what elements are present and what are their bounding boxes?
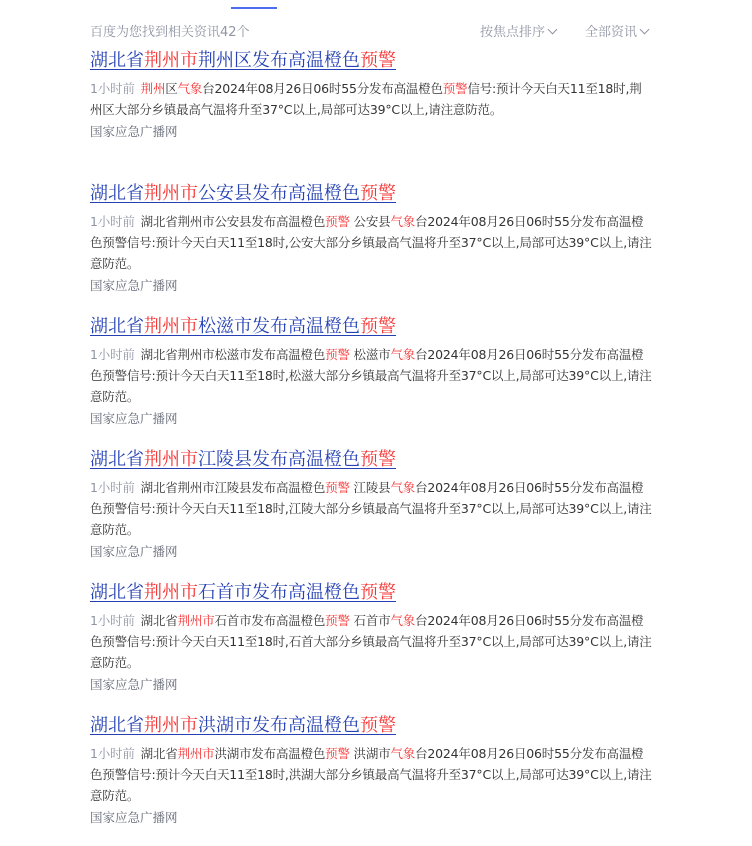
highlight-term: 气象 xyxy=(390,746,416,761)
result-title-link[interactable] xyxy=(90,48,652,74)
result-count: 百度为您找到相关资讯42个 xyxy=(90,25,250,40)
result-time: 1小时前 xyxy=(90,81,135,96)
chevron-down-icon xyxy=(548,25,558,35)
result-source[interactable]: 国家应急广播网 xyxy=(90,278,178,293)
text-segment: 信号:预计今天白天11至18时,荆州区大部分乡镇最高气温将升至37°C以上,局部可达39°C以上,请注意防范。 xyxy=(90,81,642,117)
text-segment: 洪湖市发布高温橙色 xyxy=(214,746,326,761)
highlight-term: 预警 xyxy=(360,316,396,337)
highlight-term: 荆州市 xyxy=(144,50,198,71)
highlight-term: 预警 xyxy=(325,613,350,628)
text-segment: 荆州区发布高温橙色 xyxy=(198,50,360,71)
text-segment: 台2024年08月26日06时55分发布高温橙色预警信号:预计今天白天11至18时,洪湖大部分乡镇最高气温将升至37°C以上,局部可达39°C以上,请注意防范。 xyxy=(90,746,652,803)
text-segment: 台2024年08月26日06时55分发布高温橙色预警信号:预计今天白天11至18时,石首大部分乡镇最高气温将升至37°C以上,局部可达39°C以上,请注意防范。 xyxy=(90,613,652,670)
result-time: 1小时前 xyxy=(90,613,135,628)
text-segment: 石首市发布高温橙色 xyxy=(214,613,326,628)
result-abstract xyxy=(90,743,652,806)
text-segment: 台2024年08月26日06时55分发布高温橙色 xyxy=(202,81,443,96)
result-source[interactable]: 国家应急广播网 xyxy=(90,677,178,692)
sort-dropdown[interactable] xyxy=(480,21,556,40)
filter-dropdown[interactable] xyxy=(585,21,648,40)
text-segment: 松滋市 xyxy=(349,347,391,362)
filter-label: 全部资讯 xyxy=(585,25,638,40)
highlight-term: 荆州市 xyxy=(144,316,198,337)
result-source[interactable]: 国家应急广播网 xyxy=(90,411,178,426)
active-tab-indicator xyxy=(231,7,277,9)
highlight-term: 预警 xyxy=(325,746,350,761)
highlight-term: 气象 xyxy=(390,347,416,362)
highlight-term: 预警 xyxy=(325,347,350,362)
sort-label: 按焦点排序 xyxy=(480,25,546,40)
highlight-term: 荆州市 xyxy=(177,613,215,628)
results-list xyxy=(90,48,652,846)
highlight-term: 预警 xyxy=(360,449,396,470)
result-item xyxy=(90,447,652,580)
result-source[interactable]: 国家应急广播网 xyxy=(90,124,178,139)
highlight-term: 预警 xyxy=(360,715,396,736)
text-segment: 湖北省 xyxy=(140,746,178,761)
text-segment: 湖北省 xyxy=(90,50,144,71)
highlight-term: 荆州 xyxy=(140,81,166,96)
text-segment: 区 xyxy=(165,81,178,96)
result-time: 1小时前 xyxy=(90,746,135,761)
text-segment: 湖北省荆州市松滋市发布高温橙色 xyxy=(140,347,326,362)
text-segment: 公安县 xyxy=(349,214,391,229)
highlight-term: 荆州市 xyxy=(144,715,198,736)
result-title-link[interactable] xyxy=(90,181,652,207)
result-item xyxy=(90,314,652,447)
result-source[interactable]: 国家应急广播网 xyxy=(90,810,178,825)
result-item xyxy=(90,48,652,181)
text-segment: 台2024年08月26日06时55分发布高温橙色预警信号:预计今天白天11至18时,江陵大部分乡镇最高气温将升至37°C以上,局部可达39°C以上,请注意防范。 xyxy=(90,480,652,537)
highlight-term: 荆州市 xyxy=(144,582,198,603)
text-segment: 江陵县发布高温橙色 xyxy=(198,449,360,470)
highlight-term: 气象 xyxy=(177,81,203,96)
results-toolbar xyxy=(90,21,652,41)
text-segment: 湖北省 xyxy=(90,449,144,470)
result-source[interactable]: 国家应急广播网 xyxy=(90,544,178,559)
highlight-term: 预警 xyxy=(360,50,396,71)
text-segment: 江陵县 xyxy=(349,480,391,495)
highlight-term: 荆州市 xyxy=(144,449,198,470)
text-segment: 台2024年08月26日06时55分发布高温橙色预警信号:预计今天白天11至18时,公安大部分乡镇最高气温将升至37°C以上,局部可达39°C以上,请注意防范。 xyxy=(90,214,652,271)
highlight-term: 气象 xyxy=(390,214,416,229)
text-segment: 公安县发布高温橙色 xyxy=(198,183,360,204)
result-title-link[interactable] xyxy=(90,447,652,473)
highlight-term: 预警 xyxy=(325,214,350,229)
highlight-term: 预警 xyxy=(360,582,396,603)
result-title-link[interactable] xyxy=(90,314,652,340)
text-segment: 湖北省 xyxy=(90,715,144,736)
result-abstract xyxy=(90,344,652,407)
highlight-term: 气象 xyxy=(390,613,416,628)
text-segment: 松滋市发布高温橙色 xyxy=(198,316,360,337)
text-segment: 台2024年08月26日06时55分发布高温橙色预警信号:预计今天白天11至18时,松滋大部分乡镇最高气温将升至37°C以上,局部可达39°C以上,请注意防范。 xyxy=(90,347,652,404)
result-item xyxy=(90,580,652,713)
result-abstract xyxy=(90,211,652,274)
result-title-link[interactable] xyxy=(90,580,652,606)
text-segment: 湖北省 xyxy=(90,183,144,204)
result-time: 1小时前 xyxy=(90,480,135,495)
text-segment: 湖北省荆州市公安县发布高温橙色 xyxy=(140,214,326,229)
text-segment: 湖北省 xyxy=(140,613,178,628)
result-title-link[interactable] xyxy=(90,713,652,739)
highlight-term: 荆州市 xyxy=(144,183,198,204)
text-segment: 洪湖市发布高温橙色 xyxy=(198,715,360,736)
result-abstract xyxy=(90,78,652,120)
result-abstract xyxy=(90,610,652,673)
result-time: 1小时前 xyxy=(90,214,135,229)
text-segment: 湖北省 xyxy=(90,316,144,337)
text-segment: 石首市 xyxy=(349,613,391,628)
highlight-term: 荆州市 xyxy=(177,746,215,761)
chevron-down-icon xyxy=(640,25,650,35)
result-abstract xyxy=(90,477,652,540)
text-segment: 洪湖市 xyxy=(349,746,391,761)
text-segment: 湖北省 xyxy=(90,582,144,603)
text-segment: 湖北省荆州市江陵县发布高温橙色 xyxy=(140,480,326,495)
result-time: 1小时前 xyxy=(90,347,135,362)
highlight-term: 预警 xyxy=(360,183,396,204)
highlight-term: 预警 xyxy=(442,81,468,96)
text-segment: 石首市发布高温橙色 xyxy=(198,582,360,603)
result-item xyxy=(90,181,652,314)
highlight-term: 预警 xyxy=(325,480,350,495)
highlight-term: 气象 xyxy=(390,480,416,495)
result-item xyxy=(90,713,652,846)
